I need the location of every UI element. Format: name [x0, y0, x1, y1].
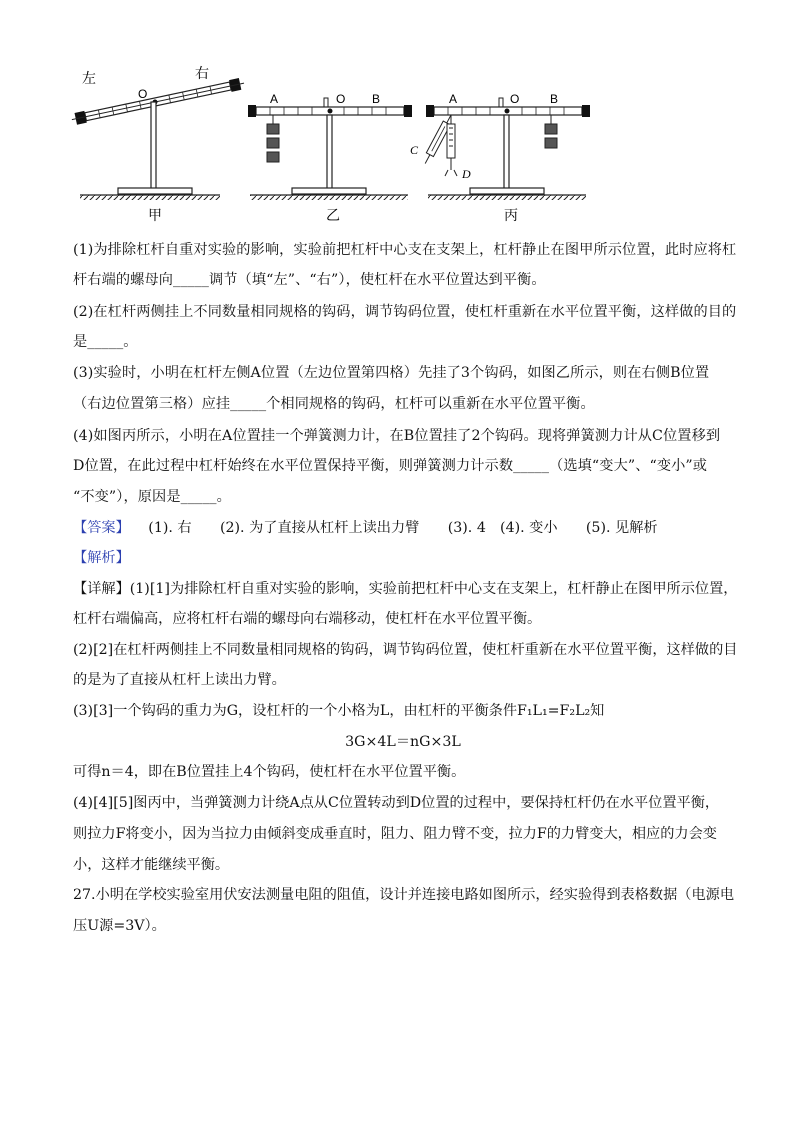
spring-scale-d	[445, 115, 457, 176]
point-a-label: A	[449, 92, 458, 106]
question-4-line-1: (4)如图丙所示，小明在A位置挂一个弹簧测力计，在B位置挂了2个钩码。现将弹簧测力计从C位置移到	[73, 428, 721, 444]
point-c-label: C	[410, 143, 419, 157]
analysis-label: 【解析】	[73, 550, 130, 566]
tilted-lever	[71, 77, 246, 125]
pivot-o-label: O	[510, 92, 520, 106]
caption-yi: 乙	[326, 208, 340, 224]
caption-bing: 丙	[504, 208, 518, 224]
question-2-line-2: 是_____。	[73, 334, 138, 350]
question-4-line-3: “不变”），原因是_____。	[73, 489, 231, 505]
panel-jia	[71, 66, 246, 224]
answer-row	[73, 518, 733, 538]
point-a-label: A	[270, 92, 279, 106]
point-b-label: B	[550, 92, 559, 106]
detail-2-line-2: 的是为了直接从杠杆上读出力臂。	[73, 672, 286, 688]
panel-yi	[248, 92, 412, 224]
detail-2-line-1: (2)[2]在杠杆两侧挂上不同数量相同规格的钩码，调节钩码位置，使杠杆重新在水平位置平衡，这样做的目	[73, 642, 738, 658]
question-27-line-2: 压U源=3V）。	[73, 918, 166, 934]
detail-4-line-1: (4)[4][5]图丙中，当弹簧测力计绕A点从C位置转动到D位置的过程中，要保持杠杆仍在水平位置平衡，	[73, 795, 720, 811]
detail-4-line-2: 则拉力F将变小，因为当拉力由倾斜变成垂直时，阻力、阻力臂不变，拉力F的力臂变大，相应的力会变	[73, 826, 717, 842]
detail-4-line-3: 小，这样才能继续平衡。	[73, 857, 230, 873]
pivot-o-label: O	[336, 92, 346, 106]
pivot-o-label: O	[138, 87, 148, 101]
lever-experiment-figure	[70, 58, 610, 230]
detail-3-line-2: 可得n＝4，即在B位置挂上4个钩码，使杠杆在水平位置平衡。	[73, 764, 466, 780]
answer-label: 【答案】	[73, 520, 130, 536]
question-4-line-2: D位置，在此过程中杠杆始终在水平位置保持平衡，则弹簧测力计示数_____（选填“变大”、“变小”或	[73, 458, 708, 474]
detail-3-line-1: (3)[3]一个钩码的重力为G，设杠杆的一个小格为L，由杠杆的平衡条件F₁L₁=F₂L₂知	[73, 703, 605, 719]
left-label: 左	[82, 71, 96, 87]
detail-3-equation: 3G×4L＝nG×3L	[345, 734, 461, 750]
right-label: 右	[195, 66, 209, 82]
point-d-label: D	[462, 167, 471, 181]
question-1-line-1: (1)为排除杠杆自重对实验的影响，实验前把杠杆中心支在支架上，杠杆静止在图甲所示位置，此时应将杠	[73, 242, 737, 258]
question-2-line-1: (2)在杠杆两侧挂上不同数量相同规格的钩码，调节钩码位置，使杠杆重新在水平位置平衡，这样做的目的	[73, 304, 737, 320]
point-b-label: B	[372, 92, 381, 106]
question-1-line-2: 杆右端的螺母向_____调节（填“左”、“右”），使杠杆在水平位置达到平衡。	[73, 272, 546, 288]
answer-text: (1). 右 (2). 为了直接从杠杆上读出力臂 (3). 4 (4). 变小 (5). 见解析	[148, 520, 658, 536]
detail-1-line-2: 杠杆右端偏高，应将杠杆右端的螺母向右端移动，使杠杆在水平位置平衡。	[73, 611, 542, 627]
caption-jia: 甲	[148, 208, 162, 224]
question-27-line-1: 27.小明在学校实验室用伏安法测量电阻的阻值，设计并连接电路如图所示，经实验得到表格数据（电源电	[73, 887, 735, 903]
detail-1-line-1: 【详解】(1)[1]为排除杠杆自重对实验的影响，实验前把杠杆中心支在支架上，杠杆静止在图甲所示位置，	[73, 581, 738, 597]
panel-bing	[410, 92, 590, 224]
question-3-line-1: (3)实验时，小明在杠杆左侧A位置（左边位置第四格）先挂了3个钩码，如图乙所示，则在右侧B位置	[73, 365, 710, 381]
question-3-line-2: （右边位置第三格）应挂_____个相同规格的钩码，杠杆可以重新在水平位置平衡。	[73, 396, 595, 412]
